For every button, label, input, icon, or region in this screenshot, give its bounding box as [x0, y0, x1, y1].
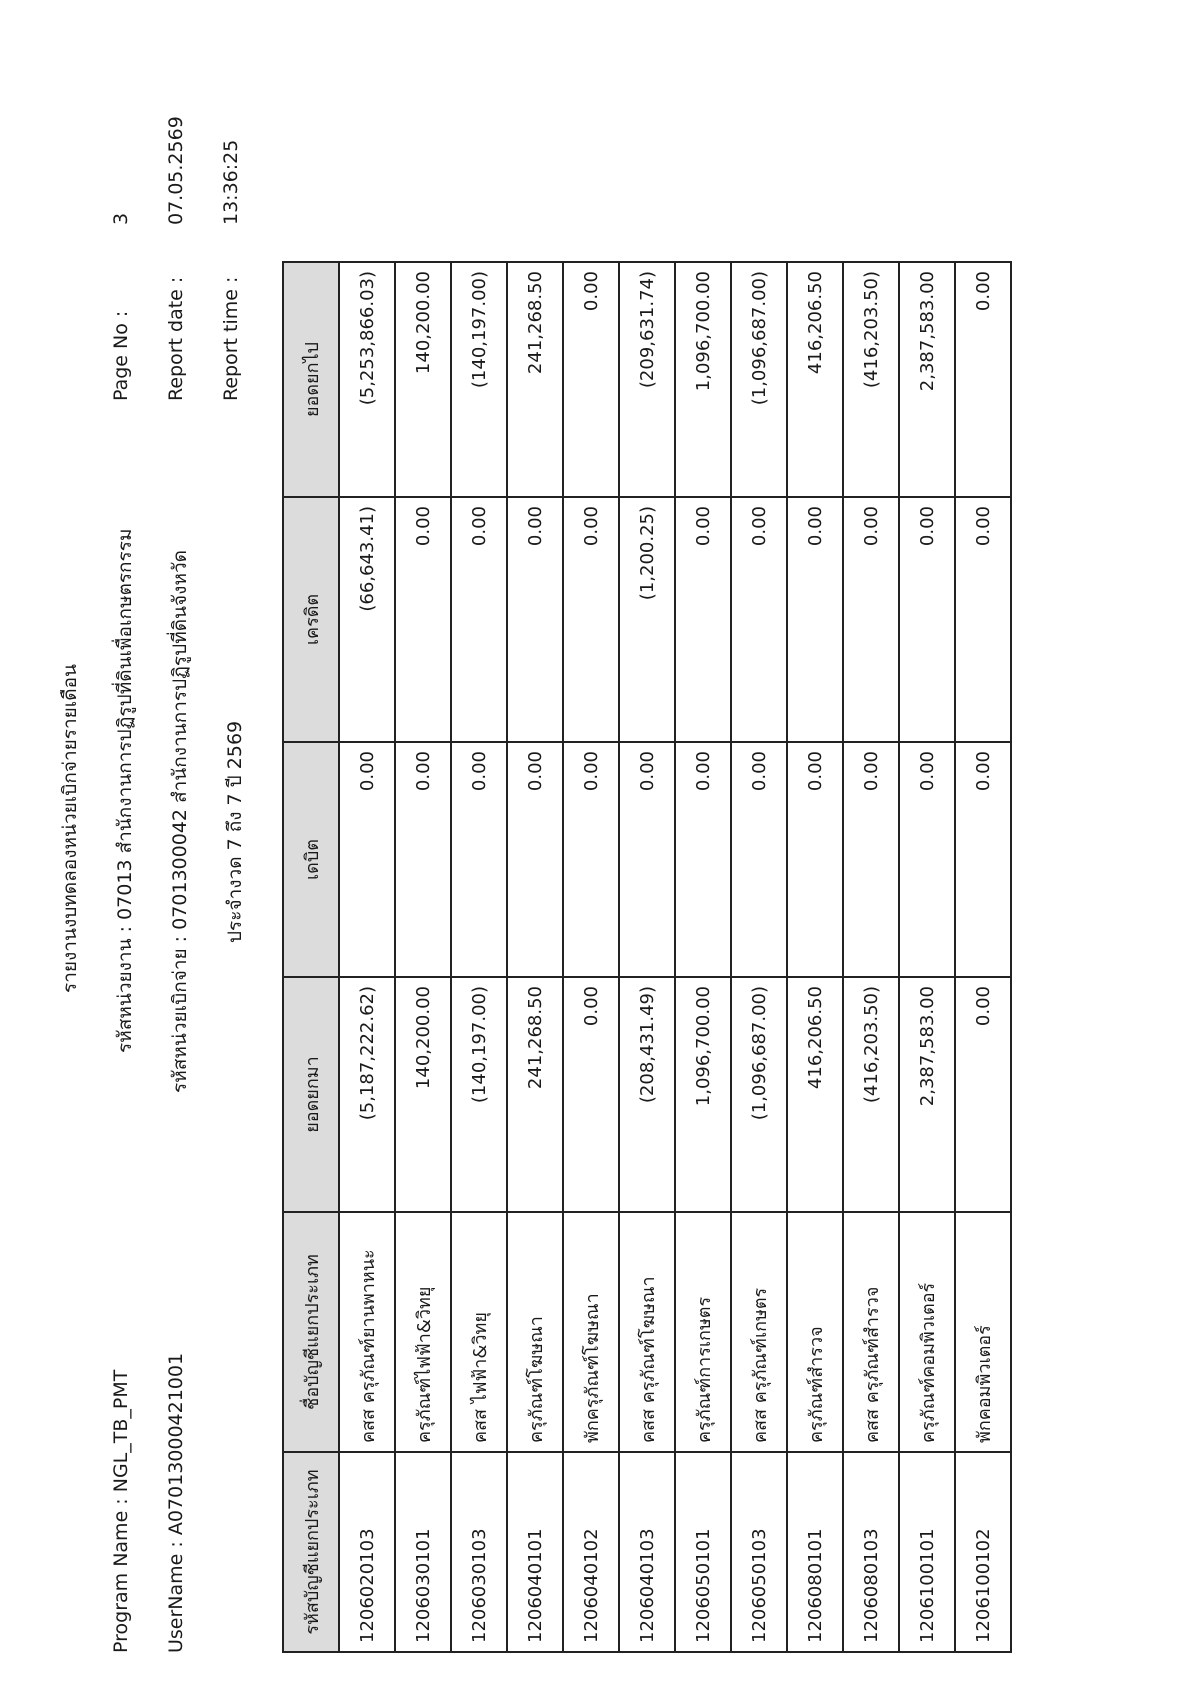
table-row	[675, 262, 731, 1652]
account-name: พักครุภัณฑ์โฆษณา	[563, 1212, 619, 1452]
report-date-label: Report date :	[165, 276, 187, 401]
debit: 0.00	[731, 742, 787, 977]
closing-balance: (1,096,687.00)	[731, 262, 787, 497]
opening-balance: (208,431.49)	[619, 977, 675, 1212]
credit: 0.00	[787, 497, 843, 742]
closing-balance: (5,253,866.03)	[339, 262, 395, 497]
debit: 0.00	[451, 742, 507, 977]
closing-balance: 0.00	[955, 262, 1011, 497]
table-row	[619, 262, 675, 1652]
closing-balance: 0.00	[563, 262, 619, 497]
closing-balance: (209,631.74)	[619, 262, 675, 497]
table-row	[395, 262, 451, 1652]
account-code: 1206100101	[899, 1452, 955, 1652]
credit: 0.00	[843, 497, 899, 742]
account-code: 1206040102	[563, 1452, 619, 1652]
account-code: 1206040101	[507, 1452, 563, 1652]
page-value: 3	[110, 212, 132, 225]
account-code: 1206040103	[619, 1452, 675, 1652]
program-name: Program Name : NGL_TB_PMT	[110, 1369, 132, 1653]
opening-balance: 2,387,583.00	[899, 977, 955, 1212]
credit: 0.00	[395, 497, 451, 742]
debit: 0.00	[395, 742, 451, 977]
table-row	[451, 262, 507, 1652]
col-credit: เครดิต	[283, 497, 339, 742]
table-header-row	[283, 262, 339, 1652]
col-closing-balance: ยอดยกไป	[283, 262, 339, 497]
credit: 0.00	[899, 497, 955, 742]
account-name: คสส ครุภัณฑ์เกษตร	[731, 1212, 787, 1452]
closing-balance: 241,268.50	[507, 262, 563, 497]
debit: 0.00	[955, 742, 1011, 977]
account-code: 1206080101	[787, 1452, 843, 1652]
trial-balance-table	[282, 261, 1012, 1653]
opening-balance: 241,268.50	[507, 977, 563, 1212]
col-account-name: ชื่อบัญชีแยกประเภท	[283, 1212, 339, 1452]
account-name: ครุภัณฑ์การเกษตร	[675, 1212, 731, 1452]
account-code: 1206050101	[675, 1452, 731, 1652]
col-account-code: รหัสบัญชีแยกประเภท	[283, 1452, 339, 1652]
account-name: คสส ครุภัณฑ์ยานพาหนะ	[339, 1212, 395, 1452]
debit: 0.00	[899, 742, 955, 977]
report-title: รายงานงบทดลองหน่วยเบิกจ่ายรายเดือน	[59, 663, 81, 993]
closing-balance: 416,206.50	[787, 262, 843, 497]
closing-balance: (140,197.00)	[451, 262, 507, 497]
debit: 0.00	[563, 742, 619, 977]
credit: 0.00	[563, 497, 619, 742]
opening-balance: 140,200.00	[395, 977, 451, 1212]
closing-balance: 1,096,700.00	[675, 262, 731, 497]
table-row	[339, 262, 395, 1652]
account-name: คสส ไฟฟ้า&วิทยุ	[451, 1212, 507, 1452]
credit: (1,200.25)	[619, 497, 675, 742]
opening-balance: 0.00	[563, 977, 619, 1212]
report-time-value: 13:36:25	[220, 139, 242, 225]
table-row	[507, 262, 563, 1652]
table-row	[787, 262, 843, 1652]
opening-balance: 0.00	[955, 977, 1011, 1212]
account-code: 1206020103	[339, 1452, 395, 1652]
col-opening-balance: ยอดยกมา	[283, 977, 339, 1212]
account-name: พักคอมพิวเตอร์	[955, 1212, 1011, 1452]
account-name: คสส ครุภัณฑ์สำรวจ	[843, 1212, 899, 1452]
account-name: ครุภัณฑ์สำรวจ	[787, 1212, 843, 1452]
opening-balance: (416,203.50)	[843, 977, 899, 1212]
account-name: ครุภัณฑ์โฆษณา	[507, 1212, 563, 1452]
table-row	[731, 262, 787, 1652]
credit: 0.00	[451, 497, 507, 742]
credit: 0.00	[675, 497, 731, 742]
debit: 0.00	[619, 742, 675, 977]
user-name: UserName : A07013000421001	[165, 1352, 187, 1653]
table-row	[843, 262, 899, 1652]
debit: 0.00	[843, 742, 899, 977]
debit: 0.00	[507, 742, 563, 977]
opening-balance: 1,096,700.00	[675, 977, 731, 1212]
report-period: ประจำงวด 7 ถึง 7 ปี 2569	[224, 720, 246, 943]
closing-balance: 2,387,583.00	[899, 262, 955, 497]
debit: 0.00	[675, 742, 731, 977]
credit: 0.00	[955, 497, 1011, 742]
opening-balance: 416,206.50	[787, 977, 843, 1212]
credit: 0.00	[507, 497, 563, 742]
account-code: 1206030103	[451, 1452, 507, 1652]
disbursement-unit: รหัสหน่วยเบิกจ่าย : 0701300042 สำนักงานการปฏิรูปที่ดินจังหวัด	[169, 550, 191, 1093]
col-debit: เดบิต	[283, 742, 339, 977]
account-name: ครุภัณฑ์ไฟฟ้า&วิทยุ	[395, 1212, 451, 1452]
account-code: 1206050103	[731, 1452, 787, 1652]
table-row	[955, 262, 1011, 1652]
credit: 0.00	[731, 497, 787, 742]
closing-balance: (416,203.50)	[843, 262, 899, 497]
debit: 0.00	[787, 742, 843, 977]
opening-balance: (140,197.00)	[451, 977, 507, 1212]
account-name: ครุภัณฑ์คอมพิวเตอร์	[899, 1212, 955, 1452]
unit-code: รหัสหน่วยงาน : 07013 สำนักงานการปฏิรูปที่ดินเพื่อเกษตรกรรม	[114, 528, 136, 1053]
report-date-value: 07.05.2569	[165, 116, 187, 225]
opening-balance: (5,187,222.62)	[339, 977, 395, 1212]
debit: 0.00	[339, 742, 395, 977]
credit: (66,643.41)	[339, 497, 395, 742]
account-code: 1206030101	[395, 1452, 451, 1652]
closing-balance: 140,200.00	[395, 262, 451, 497]
page-label: Page No :	[110, 310, 132, 401]
table-row	[563, 262, 619, 1652]
report-time-label: Report time :	[220, 276, 242, 401]
opening-balance: (1,096,687.00)	[731, 977, 787, 1212]
account-name: คสส ครุภัณฑ์โฆษณา	[619, 1212, 675, 1452]
account-code: 1206100102	[955, 1452, 1011, 1652]
account-code: 1206080103	[843, 1452, 899, 1652]
table-row	[899, 262, 955, 1652]
